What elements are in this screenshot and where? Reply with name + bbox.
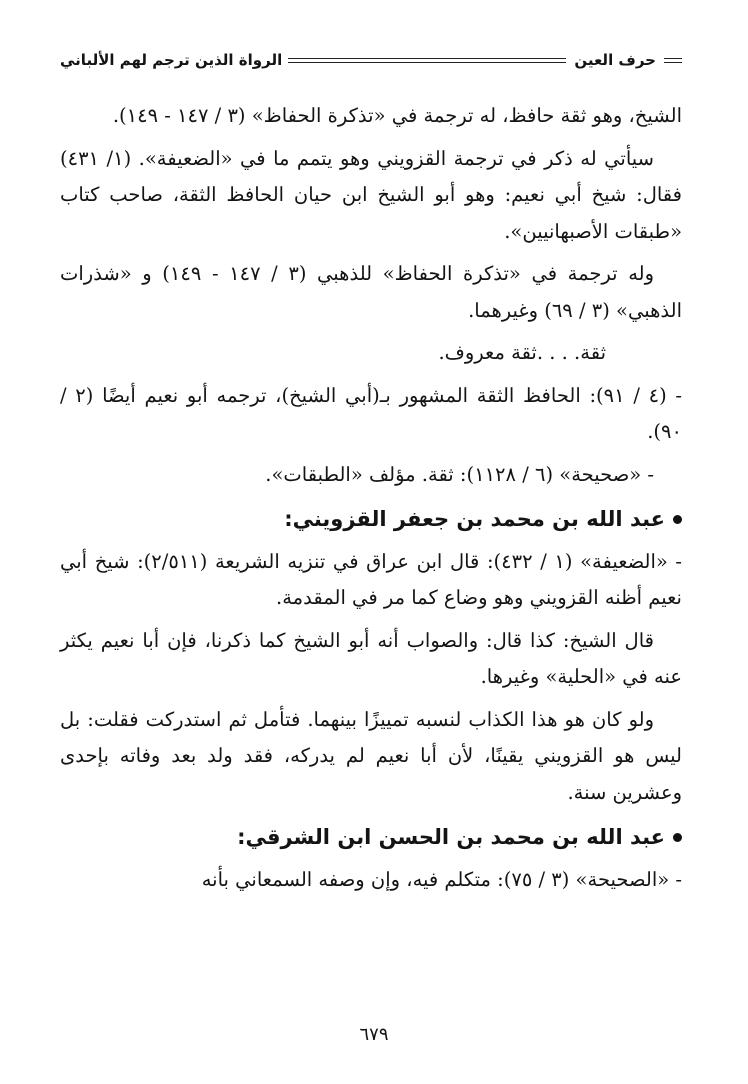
- paragraph: - «صحيحة» (٦ / ١١٢٨): ثقة. مؤلف «الطبقات».: [265, 462, 654, 486]
- paragraph: قال الشيخ: كذا قال: والصواب أنه أبو الشيخ كما ذكرنا، فإن أبا نعيم يكثر عنه في «الحلية» وغيرها.: [60, 628, 682, 688]
- bullet-icon: [673, 833, 682, 842]
- paragraph: ثقة. . . .ثقة معروف.: [438, 341, 606, 364]
- bullet-icon: [673, 515, 682, 524]
- paragraph: ولو كان هو هذا الكذاب لنسبه تمييزًا بينهما. فتأمل ثم استدركت فقلت: بل ليس هو القزويني يقينًا، لأن أبا نعيم لم يدركه، فقد ولد بعد وفاته بإحدى وعشرين سنة.: [60, 707, 682, 804]
- entry-heading-text: عبد الله بن محمد بن جعفر القزويني:: [284, 507, 665, 531]
- book-title: الرواة الذين ترجم لهم الألباني: [60, 51, 283, 69]
- paragraph: - (٤ / ٩١): الحافظ الثقة المشهور بـ(أبي الشيخ)، ترجمه أبو نعيم أيضًا (٢ / ٩٠).: [60, 383, 682, 443]
- page-number: ٦٧٩: [359, 1024, 389, 1045]
- paragraph: الشيخ، وهو ثقة حافظ، له ترجمة في «تذكرة الحفاظ» (٣ / ١٤٧ - ١٤٩).: [112, 104, 682, 127]
- chapter-title: حرف العين: [574, 51, 656, 69]
- paragraph: سيأتي له ذكر في ترجمة القزويني وهو يتمم ما في «الضعيفة». (١/ ٤٣١) فقال: شيخ أبي نعيم: وهو أبو الشيخ ابن حيان الحافظ الثقة، صاحب كتاب «طبقات الأصبهانيين».: [60, 146, 682, 243]
- entry-heading: [60, 819, 682, 856]
- header-rule: [288, 58, 566, 63]
- entry-heading: [60, 501, 682, 538]
- entry-heading-text: عبد الله بن محمد بن الحسن ابن الشرقي:: [237, 825, 665, 849]
- paragraph: - «الضعيفة» (١ / ٤٣٢): قال ابن عراق في تنزيه الشريعة (٢/٥١١): شيخ أبي نعيم أظنه القزويني وهو وضاع كما مر في المقدمة.: [60, 549, 683, 609]
- paragraph: وله ترجمة في «تذكرة الحفاظ» للذهبي (٣ / ١٤٧ - ١٤٩) و «شذرات الذهبي» (٣ / ٦٩) وغيرهما.: [60, 262, 682, 322]
- paragraph: - «الصحيحة» (٣ / ٧٥): متكلم فيه، وإن وصفه السمعاني بأنه: [201, 867, 682, 891]
- running-header: [60, 44, 682, 76]
- page-body: [60, 98, 682, 904]
- header-ornament: [664, 58, 682, 63]
